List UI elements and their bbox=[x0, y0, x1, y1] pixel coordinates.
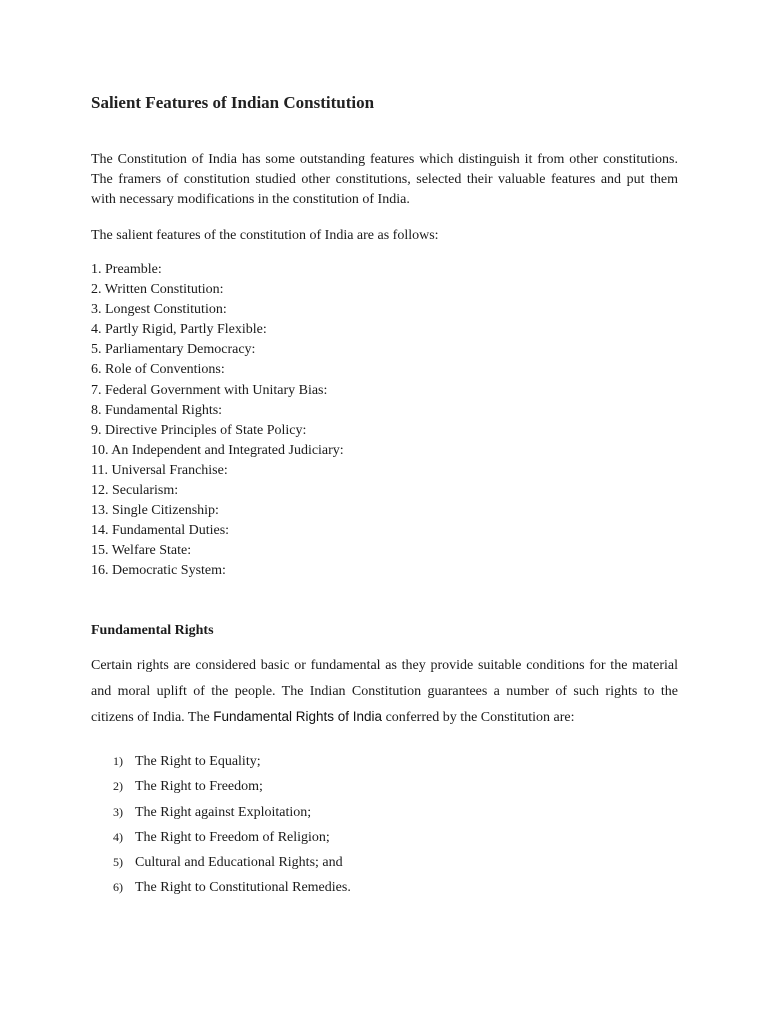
rights-list-item bbox=[113, 825, 351, 850]
rights-list-item bbox=[113, 850, 351, 875]
rights-paragraph-text: Certain rights are considered basic or fundamental as they provide suitable conditions for the material and moral uplift of the people. The Indian Constitution guarantees a number of such rights to the citizens of India. The bbox=[91, 658, 678, 725]
rights-item-text: The Right to Equality; bbox=[135, 754, 261, 769]
rights-item-number: 2) bbox=[113, 779, 123, 794]
rights-item-number: 1) bbox=[113, 754, 123, 768]
rights-list-item bbox=[113, 800, 351, 825]
intro-paragraph: The Constitution of India has some outstanding features which distinguish it from other constitutions. The framers of constitution studied other constitutions, selected their valuable features and put them with necessary modifications in the constitution of India. bbox=[91, 152, 678, 207]
rights-item-number: 3) bbox=[113, 804, 123, 819]
rights-item-number: 4) bbox=[113, 829, 123, 844]
feature-item: 3. Longest Constitution: bbox=[91, 302, 227, 318]
feature-item: 7. Federal Government with Unitary Bias: bbox=[91, 382, 328, 398]
feature-item: 10. An Independent and Integrated Judiciary: bbox=[91, 442, 344, 458]
feature-item: 13. Single Citizenship: bbox=[91, 503, 219, 519]
feature-item: 8. Fundamental Rights: bbox=[91, 402, 223, 418]
rights-item-text: Cultural and Educational Rights; and bbox=[135, 855, 343, 871]
rights-item-text: The Right to Freedom; bbox=[135, 779, 263, 795]
rights-item-number: 6) bbox=[113, 880, 123, 895]
feature-item: 5. Parliamentary Democracy: bbox=[91, 342, 256, 358]
feature-item: 2. Written Constitution: bbox=[91, 282, 224, 298]
rights-list-item bbox=[113, 749, 351, 774]
rights-list bbox=[113, 749, 351, 901]
feature-item: 1. Preamble: bbox=[91, 262, 162, 277]
fundamental-rights-link[interactable]: Fundamental Rights of India bbox=[213, 709, 383, 724]
rights-list-item bbox=[113, 875, 351, 900]
feature-item: 11. Universal Franchise: bbox=[91, 462, 228, 478]
section-heading-fundamental-rights: Fundamental Rights bbox=[91, 623, 214, 638]
feature-item: 6. Role of Conventions: bbox=[91, 362, 225, 378]
rights-item-text: The Right to Freedom of Religion; bbox=[135, 829, 330, 845]
rights-item-number: 5) bbox=[113, 855, 123, 870]
rights-list-item bbox=[113, 774, 351, 799]
feature-item: 4. Partly Rigid, Partly Flexible: bbox=[91, 322, 267, 338]
rights-paragraph-text-end: conferred by the Constitution are: bbox=[382, 710, 575, 725]
feature-item: 9. Directive Principles of State Policy: bbox=[91, 422, 307, 438]
rights-item-text: The Right to Constitutional Remedies. bbox=[135, 880, 351, 896]
feature-item: 12. Secularism: bbox=[91, 483, 179, 499]
feature-item: 14. Fundamental Duties: bbox=[91, 523, 230, 539]
features-list bbox=[91, 260, 344, 582]
rights-item-text: The Right against Exploitation; bbox=[135, 804, 312, 820]
feature-item: 16. Democratic System: bbox=[91, 563, 226, 579]
features-lead-text: The salient features of the constitution of India are as follows: bbox=[91, 228, 439, 243]
document-title: Salient Features of Indian Constitution bbox=[91, 93, 375, 112]
rights-paragraph bbox=[91, 653, 678, 731]
feature-item: 15. Welfare State: bbox=[91, 543, 192, 559]
